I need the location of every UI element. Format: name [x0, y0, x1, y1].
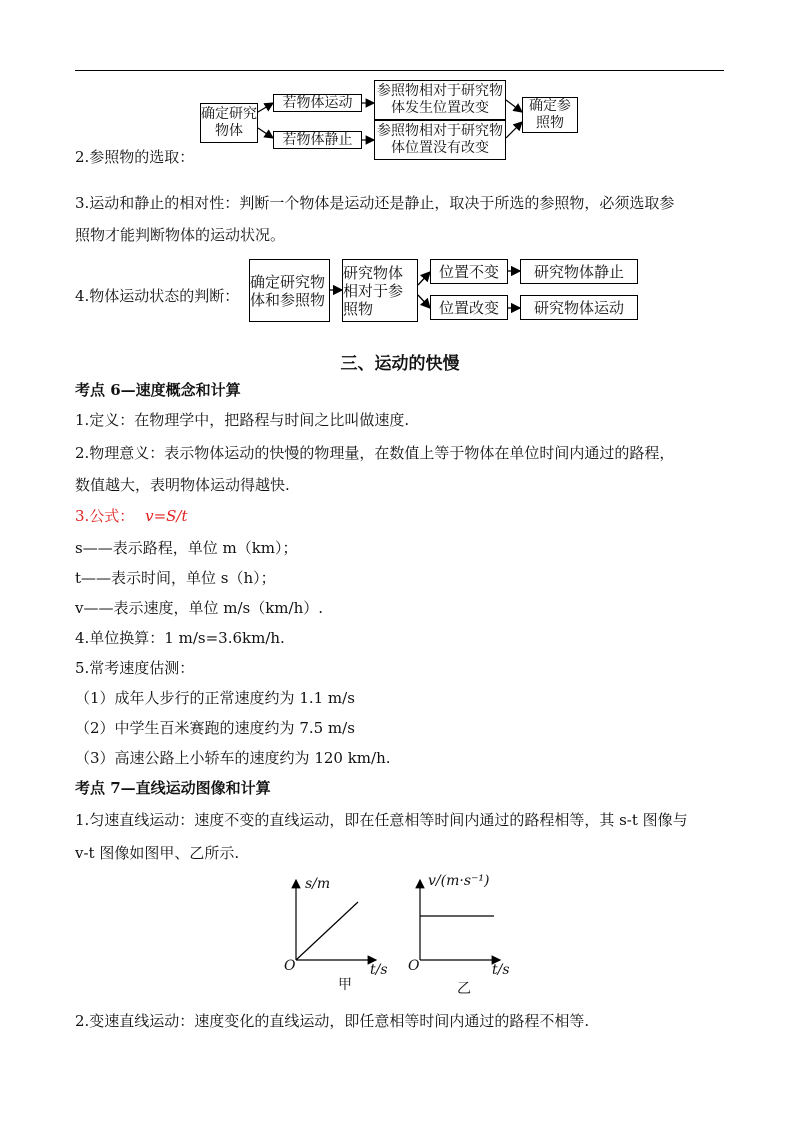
- kp6-meaning-line1: 2.物理意义：表示物体运动的快慢的物理量，在数值上等于物体在单位时间内通过的路程，: [75, 444, 675, 462]
- item-3-line2: 照物才能判断物体的运动状况。: [75, 226, 286, 244]
- kp6-heading: 考点 6—速度概念和计算: [75, 381, 241, 399]
- graph-left-ylabel: s/m: [305, 876, 331, 892]
- graph-right-caption: 乙: [457, 981, 471, 997]
- graph-left: [296, 880, 376, 960]
- kp6-estimate-1: （1）成年人步行的正常速度约为 1.1 m/s: [75, 689, 355, 707]
- kp6-estimate-2: （2）中学生百米赛跑的速度约为 7.5 m/s: [75, 719, 355, 737]
- graph-right-xlabel: t/s: [492, 962, 510, 978]
- graph-right-origin: O: [408, 958, 420, 974]
- formula-label: 3.公式：: [75, 507, 135, 525]
- kp6-unit-conversion: 4.单位换算：1 m/s=3.6km/h.: [75, 629, 285, 647]
- flow1-upper-condition: 若物体运动: [273, 94, 362, 112]
- graph-right: [420, 880, 500, 960]
- flow1-upper-result: 参照物相对于研究物体发生位置改变: [374, 80, 506, 120]
- s-t-line: [296, 902, 358, 960]
- flow2-upper-condition: 位置不变: [430, 259, 508, 284]
- kp7-variable-line: 2.变速直线运动：速度变化的直线运动，即任意相等时间内通过的路程不相等.: [75, 1012, 590, 1030]
- flow1-lower-result: 参照物相对于研究物体位置没有改变: [374, 120, 506, 160]
- kp6-s-line: s——表示路程，单位 m（km）；: [75, 539, 298, 557]
- flow1-start-box: 确定研究物体: [200, 103, 258, 143]
- flow2-lower-condition: 位置改变: [430, 295, 508, 320]
- kp6-v-line: v——表示速度，单位 m/s（km/h）.: [75, 599, 324, 617]
- formula: v=S/t: [145, 507, 188, 525]
- flow1-lower-condition: 若物体静止: [273, 131, 362, 149]
- kp6-meaning-line2: 数值越大，表明物体运动得越快.: [75, 476, 290, 494]
- flow2-lower-result: 研究物体运动: [520, 295, 638, 320]
- graph-right-ylabel: v/(m·s⁻¹): [428, 873, 490, 889]
- kp6-estimate-3: （3）高速公路上小轿车的速度约为 120 km/h.: [75, 749, 391, 767]
- flow1-end-box: 确定参照物: [522, 97, 578, 133]
- flow2-upper-result: 研究物体静止: [520, 259, 638, 284]
- section-title: 三、运动的快慢: [340, 354, 460, 374]
- graph-left-caption: 甲: [338, 977, 352, 993]
- item-4-text: 4.物体运动状态的判断：: [75, 287, 240, 305]
- kp7-uniform-line2: v-t 图像如图甲、乙所示.: [75, 844, 240, 862]
- kp6-t-line: t——表示时间，单位 s（h）；: [75, 569, 276, 587]
- item-2-text: 2.参照物的选取：: [75, 148, 195, 166]
- flow2-step2-box: 研究物体相对于参照物: [342, 259, 418, 322]
- item-3-line1: 3.运动和静止的相对性：判断一个物体是运动还是静止，取决于所选的参照物，必须选取参: [75, 194, 675, 212]
- kp7-uniform-line1: 1.匀速直线运动：速度不变的直线运动，即在任意相等时间内通过的路程相等，其 s-t 图像与: [75, 811, 688, 829]
- kp6-estimates-title: 5.常考速度估测：: [75, 659, 195, 677]
- flow2-step1-box: 确定研究物体和参照物: [249, 259, 330, 322]
- kp6-formula-line: [75, 506, 188, 526]
- graph-left-xlabel: t/s: [370, 962, 388, 978]
- kp7-heading: 考点 7—直线运动图像和计算: [75, 779, 271, 797]
- kp6-definition: 1.定义：在物理学中，把路程与时间之比叫做速度.: [75, 411, 410, 429]
- graph-left-origin: O: [284, 958, 296, 974]
